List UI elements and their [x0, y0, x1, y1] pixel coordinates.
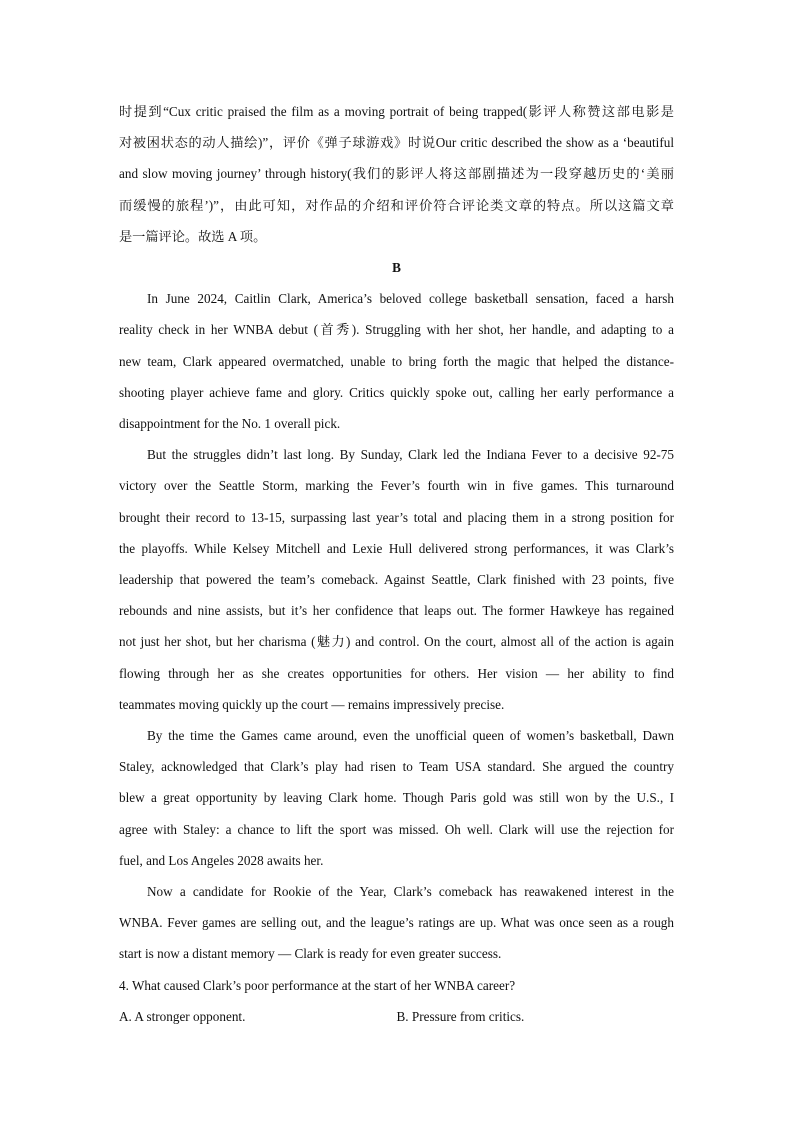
passage-line: Now a candidate for Rookie of the Year, Clark’s comeback has reawakened interest in the — [147, 884, 674, 900]
passage-line: teammates moving quickly up the court — remains impressively precise. — [119, 696, 505, 712]
option-a[interactable]: A. A stronger opponent. — [119, 1008, 246, 1024]
passage-line: reality check in her WNBA debut (首秀). Struggling with her shot, her handle, and adapting to a — [119, 322, 674, 338]
passage-paragraph — [119, 876, 674, 970]
passage-line: start is now a distant memory — Clark is ready for even greater success. — [119, 946, 502, 962]
passage-line: In June 2024, Caitlin Clark, America’s beloved college basketball sensation, faced a harsh — [147, 291, 674, 307]
passage-line: Staley, acknowledged that Clark’s play had risen to Team USA standard. She argued the country — [119, 759, 674, 775]
explanation-line: 而缓慢的旅程’)”，由此可知，对作品的介绍和评价符合评论类文章的特点。所以这篇文章 — [119, 197, 674, 213]
passage-line: agree with Staley: a chance to lift the sport was missed. Oh well. Clark will use the rejection for — [119, 821, 674, 837]
passage-line: blew a great opportunity by leaving Clark home. Though Paris gold was still won by the U.S., I — [119, 790, 674, 806]
passage-line: shooting player achieve fame and glory. Critics quickly spoke out, calling her early performance a — [119, 384, 674, 400]
passage-paragraph — [119, 439, 674, 720]
passage-line: flowing through her as she creates opportunities for others. Her vision — her ability to find — [119, 665, 674, 681]
answer-explanation — [119, 96, 674, 252]
passage-line: rebounds and nine assists, but it’s her confidence that leaps out. The former Hawkeye has regained — [119, 603, 674, 619]
passage-line: By the time the Games came around, even the unofficial queen of women’s basketball, Dawn — [147, 728, 674, 744]
explanation-line: and slow moving journey’ through history(我们的影评人将这部剧描述为一段穿越历史的‘美丽 — [119, 166, 674, 182]
explanation-line: 对被困状态的动人描绘)”，评价《弹子球游戏》时说Our critic described the show as a ‘beautiful — [119, 135, 674, 151]
passage-line: new team, Clark appeared overmatched, unable to bring forth the magic that helped the distance- — [119, 353, 674, 369]
passage-line: fuel, and Los Angeles 2028 awaits her. — [119, 852, 324, 868]
document-page — [119, 96, 674, 1032]
explanation-line: 是一篇评论。故选 A 项。 — [119, 228, 267, 244]
passage-line: WNBA. Fever games are selling out, and the league’s ratings are up. What was once seen as a rough — [119, 915, 674, 931]
passage-line: brought their record to 13-15, surpassing last year’s total and placing them in a strong position for — [119, 509, 674, 525]
passage-line: disappointment for the No. 1 overall pick. — [119, 416, 341, 432]
explanation-line: 时提到“Cux critic praised the film as a moving portrait of being trapped(影评人称赞这部电影是 — [119, 104, 674, 119]
answer-options — [119, 1001, 674, 1032]
passage-line: leadership that powered the team’s comeback. Against Seattle, Clark finished with 23 points, five — [119, 572, 674, 588]
section-heading: B — [392, 260, 401, 276]
passage-line: the playoffs. While Kelsey Mitchell and Lexie Hull delivered strong performances, it was Clark’s — [119, 540, 674, 556]
option-b[interactable]: B. Pressure from critics. — [396, 1008, 525, 1024]
question-text: 4. What caused Clark’s poor performance at the start of her WNBA career? — [119, 977, 516, 993]
passage-line: But the struggles didn’t last long. By Sunday, Clark led the Indiana Fever to a decisive 92-75 — [147, 447, 674, 463]
passage-paragraph — [119, 283, 674, 439]
passage-line: not just her shot, but her charisma (魅力) and control. On the court, almost all of the action is again — [119, 634, 674, 650]
passage-line: victory over the Seattle Storm, marking the Fever’s fourth win in five games. This turnaround — [119, 478, 674, 494]
passage-paragraph — [119, 720, 674, 876]
